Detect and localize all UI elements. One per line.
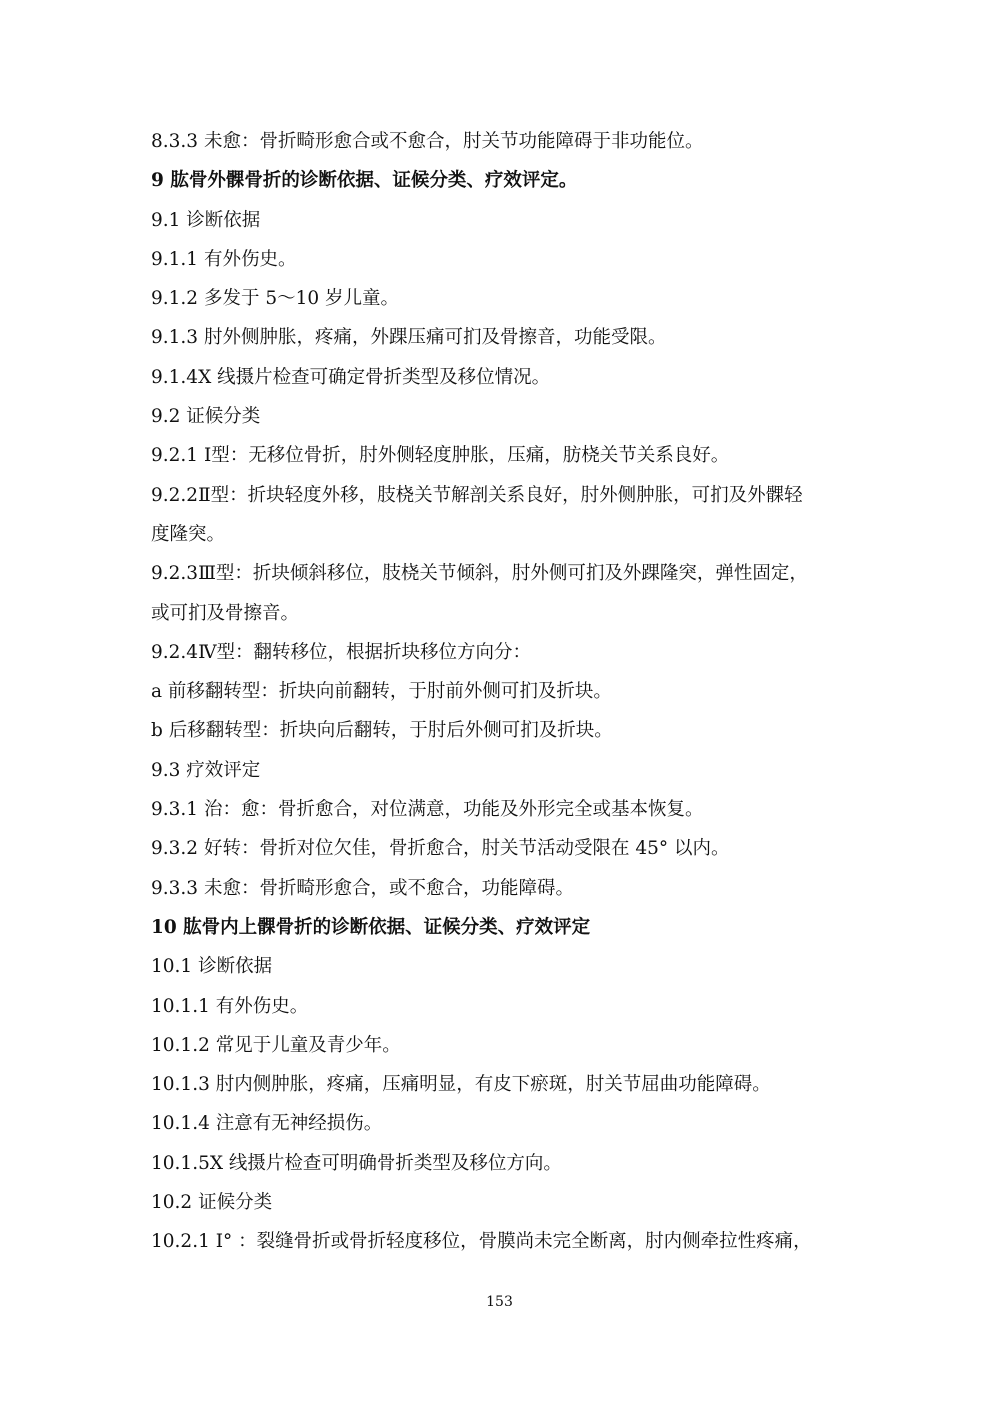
- text-line: 9.1.2 多发于 5～10 岁儿童。: [151, 288, 400, 310]
- text-line: 9.1.4X 线摄片检查可确定骨折类型及移位情况。: [151, 366, 551, 388]
- text-line: 9.1 诊断依据: [151, 209, 261, 231]
- text-line: 9.2 证候分类: [151, 406, 261, 428]
- text-line: 10.1.1 有外伤史。: [151, 995, 309, 1017]
- text-line: 9.2.3Ⅲ型：折块倾斜移位，肢桡关节倾斜，肘外侧可扪及外踝隆突，弹性固定，: [151, 563, 808, 585]
- text-line: 10.1.3 肘内侧肿胀，疼痛，压痛明显，有皮下瘀斑，肘关节屈曲功能障碍。: [151, 1074, 771, 1096]
- text-line: 10.1.2 常见于儿童及青少年。: [151, 1034, 401, 1056]
- text-line: 9.2.2Ⅱ型：折块轻度外移，肢桡关节解剖关系良好，肘外侧肿胀，可扪及外髁轻: [151, 484, 803, 506]
- text-line: 度隆突。: [151, 523, 226, 545]
- text-line: 10.1 诊断依据: [151, 956, 273, 978]
- text-line: 9.3 疗效评定: [151, 759, 261, 781]
- text-line: 9.3.1 治：愈：骨折愈合，对位满意，功能及外形完全或基本恢复。: [151, 799, 704, 821]
- text-line: 10.2.1 Ⅰ° ：裂缝骨折或骨折轻度移位，骨膜尚未完全断离，肘内侧牵拉性疼痛，: [151, 1231, 812, 1253]
- text-line: 10.2 证候分类: [151, 1192, 273, 1214]
- page-number: 153: [486, 1294, 513, 1310]
- text-line: b 后移翻转型：折块向后翻转，于肘后外侧可扪及折块。: [151, 720, 613, 742]
- text-line: 9.1.1 有外伤史。: [151, 248, 297, 270]
- text-line: a 前移翻转型：折块向前翻转，于肘前外侧可扪及折块。: [151, 681, 612, 703]
- text-line: 9.2.4Ⅳ型：翻转移位，根据折块移位方向分：: [151, 641, 532, 663]
- text-line: 10.1.4 注意有无神经损伤。: [151, 1113, 383, 1135]
- text-line: 9.3.3 未愈：骨折畸形愈合，或不愈合，功能障碍。: [151, 877, 574, 899]
- section-heading: 10 肱骨内上髁骨折的诊断依据、证候分类、疗效评定: [151, 916, 591, 938]
- document-body: [151, 122, 861, 1262]
- text-line: 或可扪及骨擦音。: [151, 602, 300, 624]
- section-heading: 9 肱骨外髁骨折的诊断依据、证候分类、疗效评定。: [151, 170, 578, 192]
- text-line: 8.3.3 未愈：骨折畸形愈合或不愈合，肘关节功能障碍于非功能位。: [151, 131, 704, 152]
- text-line: 10.1.5X 线摄片检查可明确骨折类型及移位方向。: [151, 1152, 562, 1174]
- text-line: 9.3.2 好转：骨折对位欠佳，骨折愈合，肘关节活动受限在 45° 以内。: [151, 838, 730, 860]
- text-line: 9.2.1 Ⅰ型：无移位骨折，肘外侧轻度肿胀，压痛，肪桡关节关系良好。: [151, 445, 730, 467]
- text-line: 9.1.3 肘外侧肿胀，疼痛，外踝压痛可扪及骨擦音，功能受限。: [151, 327, 667, 349]
